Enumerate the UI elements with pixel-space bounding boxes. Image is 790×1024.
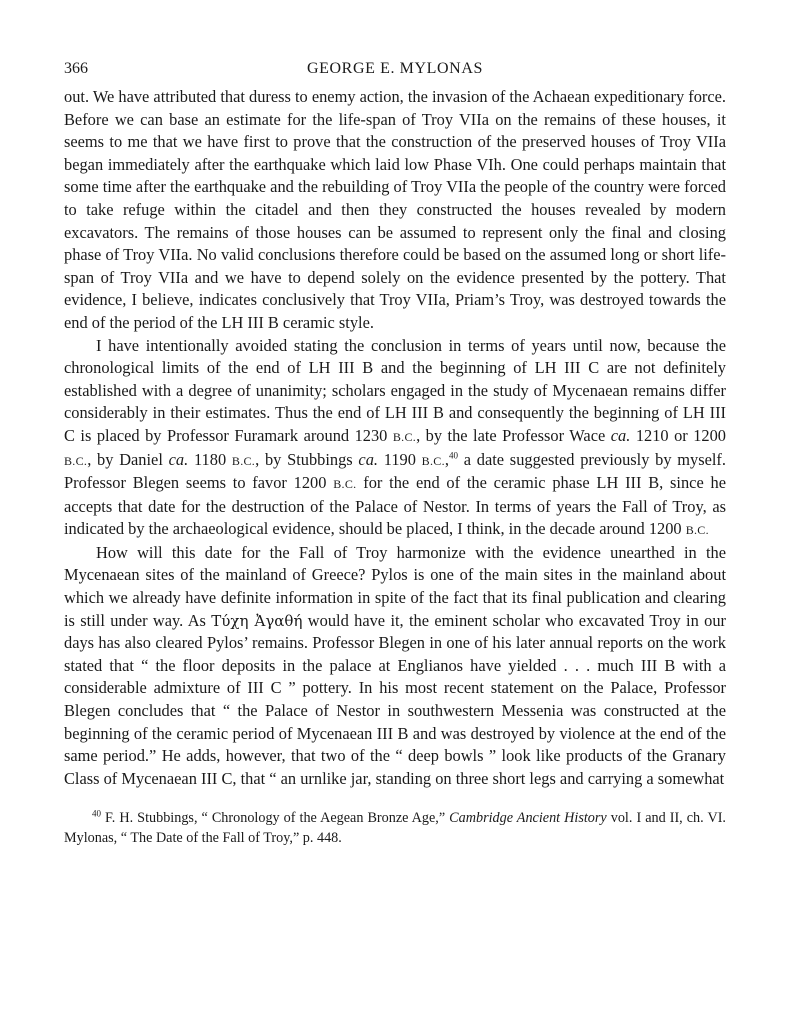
bc-abbrev: B.C. xyxy=(421,453,445,468)
page-header xyxy=(64,56,726,86)
page-number: 366 xyxy=(64,60,88,77)
bc-abbrev: B.C. xyxy=(685,523,709,538)
footnote: $^{40}$ F. H. Stubbings, “ Chronology of the Aegean Bronze Age,” Cambridge Ancient History vol. I and II, ch. VI. Mylonas, “ The Date of the Fall of Troy,” p. 448. xyxy=(64,808,726,847)
circa-abbrev: ca. xyxy=(168,449,189,469)
footnote-title: Cambridge Ancient History xyxy=(449,810,607,827)
bc-abbrev: B.C. xyxy=(64,453,88,468)
running-head: GEORGE E. MYLONAS xyxy=(307,60,483,77)
footnote-reference: 40 xyxy=(449,450,458,461)
paragraph-3: How will this date for the Fall of Troy harmonize with the evidence unearthed in the Mycenaean sites of the mainland of Greece? Pylos is one of the main sites in the mainland about which we already have definite information in spite of the fact that its final publication and clearing is still under way. As Τύχη Ἀγαθή would have it, the eminent scholar who excavated Troy in our days has also cleared Pylos’ remains. Professor Blegen in one of his later annual reports on the work stated that “ the floor deposits in the palace at Englianos have yielded . . . much III B with a considerable admixture of III C ” pottery. In his most recent statement on the Palace, Professor Blegen concludes that “ the Palace of Nestor in southwestern Messenia was constructed at the beginning of the ceramic period of Mycenaean III B and was destroyed by violence at the end of the same period.” He adds, however, that two of the “ deep bowls ” look like products of the Granary Class of Mycenaean III C, that “ an urnlike jar, standing on three short legs and carrying a somewhat xyxy=(64,542,726,788)
circa-abbrev: ca. xyxy=(358,449,378,469)
bc-abbrev: B.C. xyxy=(231,453,256,468)
bc-abbrev: B.C. xyxy=(333,477,357,492)
greek-phrase: Τύχη Ἀγαθή xyxy=(211,611,303,630)
footnote-number: 40 xyxy=(92,808,101,819)
circa-abbrev: ca. xyxy=(610,425,631,445)
paragraph-2: I have intentionally avoided stating the conclusion in terms of years until now, because the chronological limits of the end of LH III B and the beginning of LH III C are not definitely established with a degree of unanimity; scholars engaged in the study of Mycenaean remains differ considerably in their estimates. Thus the end of LH III B and consequently the beginning of LH III C is placed by Professor Furamark around 1230 B.C., by the late Professor Wace ca. 1210 or 1200 B.C., by Daniel ca. 1180 B.C., by Stubbings ca. 1190 B.C.,$^{40}$ a date suggested previously by myself. Professor Blegen seems to favor 1200 B.C. for the end of the ceramic phase LH III B, since he accepts that date for the destruction of the Palace of Nestor. In terms of years the Fall of Troy, as indicated by the archaeological evidence, should be placed, I think, in the decade around 1200 B.C. xyxy=(64,335,726,539)
paragraph-1: out. We have attributed that duress to enemy action, the invasion of the Achaean expeditionary force. Before we can base an estimate for the life-span of Troy VIIa on the remains of these houses, it seems to me that we have first to prove that the construction of the preserved houses of Troy VIIa began immediately after the earthquake which laid low Phase VIh. One could perhaps maintain that some time after the earthquake and the rebuilding of Troy VIIa the people of the country were forced to take refuge within the citadel and then they constructed the houses revealed by modern excavators. The remains of those houses can be assumed to represent only the final and closing phase of Troy VIIa. No valid conclusions therefore could be based on the assumed long or short life-span of Troy VIIa and we have to depend solely on the evidence presented by the pottery. That evidence, I believe, indicates conclusively that Troy VIIa, Priam’s Troy, was destroyed towards the end of the period of the LH III B ceramic style. xyxy=(64,87,726,332)
bc-abbrev: B.C. xyxy=(392,429,417,444)
page xyxy=(64,56,726,848)
body-text xyxy=(64,86,726,790)
